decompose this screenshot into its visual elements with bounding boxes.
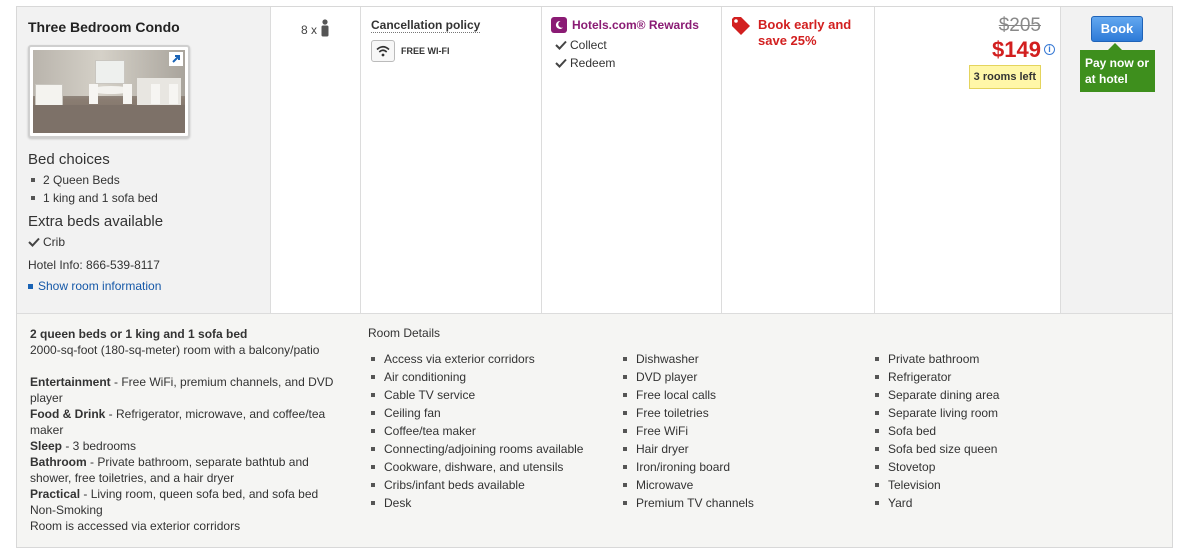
extra-beds-heading: Extra beds available — [28, 213, 164, 230]
check-icon — [28, 237, 40, 247]
check-icon — [555, 58, 567, 68]
hotel-info: Hotel Info: 866-539-8117 — [28, 258, 160, 272]
rewards-logo-icon — [551, 17, 567, 33]
room-photo-image[interactable] — [33, 50, 185, 133]
rewards-header — [551, 17, 699, 33]
booking-column — [1061, 7, 1172, 313]
rewards-collect — [555, 38, 607, 52]
room-title: Three Bedroom Condo — [28, 19, 180, 35]
expand-square-icon — [28, 284, 33, 289]
amenity-item: Hair dryer — [621, 440, 754, 458]
amenity-item: Free local calls — [621, 386, 754, 404]
amenity-item: Private bathroom — [873, 350, 999, 368]
amenity-item: Desk — [369, 494, 583, 512]
pay-now-or-at-hotel-badge: Pay now or at hotel — [1080, 50, 1155, 92]
amenity-item: Separate living room — [873, 404, 999, 422]
show-room-info-link[interactable] — [28, 279, 161, 293]
room-description — [30, 326, 350, 534]
room-photo[interactable] — [28, 45, 190, 138]
amenity-item: Separate dining area — [873, 386, 999, 404]
rooms-left-badge: 3 rooms left — [969, 65, 1041, 89]
room-access: Room is accessed via exterior corridors — [30, 519, 241, 533]
feature-sleep: Sleep - 3 bedrooms — [30, 439, 137, 453]
amenity-item: Air conditioning — [369, 368, 583, 386]
current-price: $149 — [992, 37, 1041, 62]
feature-practical: Practical - Living room, queen sofa bed, and sofa bed — [30, 487, 319, 501]
smoking-policy: Non-Smoking — [30, 503, 103, 517]
book-button[interactable]: Book — [1091, 16, 1143, 42]
feature-bathroom: Bathroom - Private bathroom, separate bathtub and shower, free toiletries, and a hair dryer — [30, 455, 309, 485]
price-column — [875, 7, 1061, 313]
amenity-item: Premium TV channels — [621, 494, 754, 512]
old-price: $205 — [998, 15, 1041, 36]
deal-text: Book early and save 25% — [758, 17, 852, 48]
amenity-list-col-2 — [621, 350, 754, 512]
extra-bed-label: Crib — [43, 235, 66, 249]
rewards-collect-label: Collect — [570, 38, 607, 52]
bed-choices-heading: Bed choices — [28, 151, 110, 168]
rewards-title: Hotels.com® Rewards — [572, 18, 699, 32]
amenity-item: Iron/ironing board — [621, 458, 754, 476]
amenity-item: Cookware, dishware, and utensils — [369, 458, 583, 476]
bed-choice-item: 2 Queen Beds — [28, 171, 158, 189]
cancellation-policy-link[interactable]: Cancellation policy — [371, 18, 481, 32]
room-details-title: Room Details — [368, 326, 441, 340]
rewards-redeem — [555, 56, 615, 70]
room-details-panel — [17, 313, 1172, 547]
person-icon — [320, 19, 330, 37]
max-occupancy — [301, 19, 330, 37]
deal-column — [722, 7, 875, 313]
room-card — [16, 6, 1173, 548]
rewards-column — [542, 7, 722, 313]
rewards-redeem-label: Redeem — [570, 56, 616, 70]
feature-food-drink: Food & Drink - Refrigerator, microwave, and coffee/tea maker — [30, 407, 326, 437]
amenity-item: Ceiling fan — [369, 404, 583, 422]
amenity-list-col-1 — [369, 350, 583, 512]
summary-title: 2 queen beds or 1 king and 1 sofa bed — [30, 327, 248, 341]
extra-bed-item — [28, 235, 65, 249]
amenity-item: Yard — [873, 494, 999, 512]
amenity-item: Television — [873, 476, 999, 494]
amenity-item: Access via exterior corridors — [369, 350, 583, 368]
amenity-item: Cribs/infant beds available — [369, 476, 583, 494]
bed-choice-item: 1 king and 1 sofa bed — [28, 189, 158, 207]
occupancy-count: 8 x — [301, 23, 318, 37]
occupancy-column — [271, 7, 361, 313]
tag-icon — [731, 16, 751, 36]
feature-entertainment: Entertainment - Free WiFi, premium channels, and DVD player — [30, 375, 334, 405]
free-wifi-label: FREE WI-FI — [401, 46, 450, 56]
amenity-item: Coffee/tea maker — [369, 422, 583, 440]
amenity-item: Refrigerator — [873, 368, 999, 386]
policy-column — [361, 7, 542, 313]
amenity-item: Free toiletries — [621, 404, 754, 422]
amenity-item: Cable TV service — [369, 386, 583, 404]
amenity-item: Stovetop — [873, 458, 999, 476]
amenity-item: Dishwasher — [621, 350, 754, 368]
expand-photo-icon[interactable] — [169, 52, 183, 66]
wifi-icon — [371, 40, 395, 62]
summary-size: 2000-sq-foot (180-sq-meter) room with a balcony/patio — [30, 343, 320, 357]
room-column — [17, 7, 271, 313]
check-icon — [555, 40, 567, 50]
room-summary-row — [17, 7, 1172, 313]
bed-choices-list — [28, 171, 158, 207]
amenity-item: DVD player — [621, 368, 754, 386]
show-room-info-label[interactable]: Show room information — [38, 279, 162, 293]
amenity-item: Connecting/adjoining rooms available — [369, 440, 583, 458]
amenity-item: Sofa bed — [873, 422, 999, 440]
amenity-list-col-3 — [873, 350, 999, 512]
price-info-icon[interactable]: i — [1044, 44, 1055, 55]
amenity-item: Sofa bed size queen — [873, 440, 999, 458]
amenity-item: Free WiFi — [621, 422, 754, 440]
amenity-item: Microwave — [621, 476, 754, 494]
